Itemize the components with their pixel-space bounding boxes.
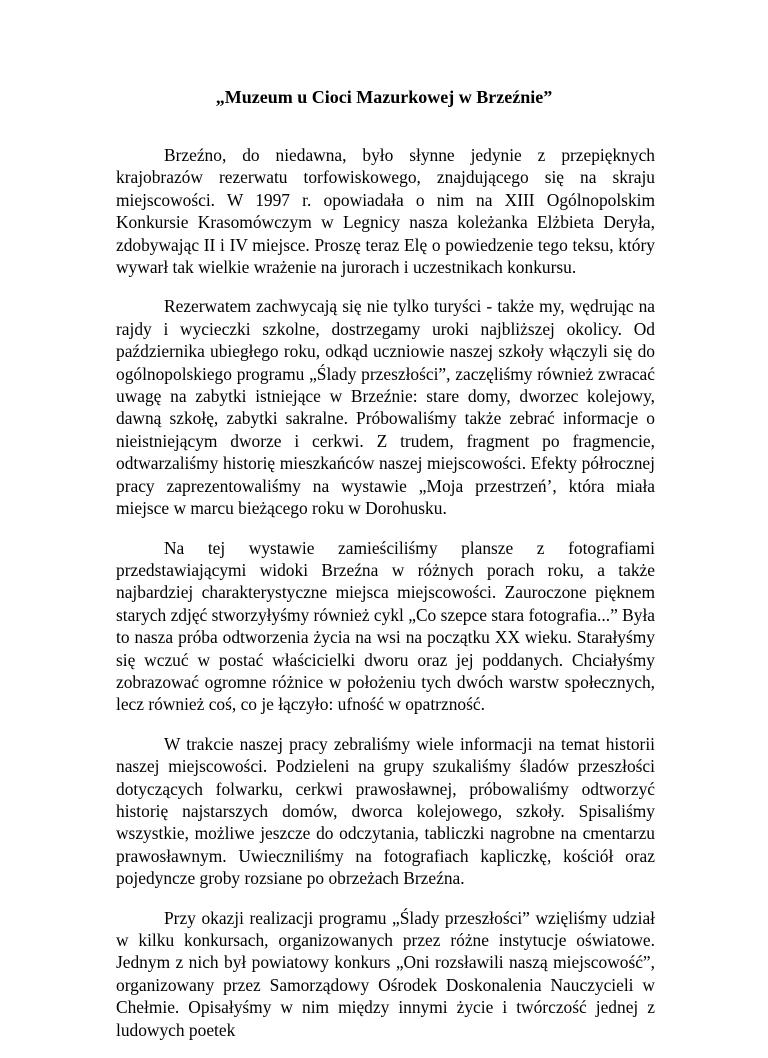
document-title: „Muzeum u Cioci Mazurkowej w Brzeźnie” (215, 87, 553, 107)
paragraph-2: Rezerwatem zachwycają się nie tylko turyści - także my, wędrując na rajdy i wycieczki szkolne, dostrzegamy uroki najbliższej okolicy. Od października ubiegłego roku, odkąd uczniowie naszej szkoły włączyli się do ogólnopolskiego programu „Ślady przeszłości”, zaczęliśmy również zwracać uwagę na zabytki istniejące w Brzeźnie: stare domy, dworzec kolejowy, dawną szkołę, zabytki sakralne. Próbowaliśmy także zebrać informacje o nieistniejącym dworze i cerkwi. Z trudem, fragment po fragmencie, odtwarzaliśmy historię mieszkańców naszej miejscowości. Efekty półrocznej pracy zaprezentowaliśmy na wystawie „Moja przestrzeń’, która miała miejsce w marcu bieżącego roku w Dorohusku. (116, 296, 655, 519)
paragraph-5: Przy okazji realizacji programu „Ślady przeszłości” wzięliśmy udział w kilku konkursach, organizowanych przez różne instytucje oświatowe. Jednym z nich był powiatowy konkurs „Oni rozsławili naszą miejscowość”, organizowany przez Samorządowy Ośrodek Doskonalenia Nauczycieli w Chełmie. Opisałyśmy w nim między innymi życie i twórczość jednej z ludowych poetek (116, 907, 655, 1040)
paragraph-4: W trakcie naszej pracy zebraliśmy wiele informacji na temat historii naszej miejscowości. Podzieleni na grupy szukaliśmy śladów przeszłości dotyczących folwarku, cerkwi prawosławnej, próbowaliśmy odtworzyć historię najstarszych domów, dworca kolejowego, szkoły. Spisaliśmy wszystkie, możliwe jeszcze do odczytania, tabliczki nagrobne na cmentarzu prawosławnym. Uwieczniliśmy na fotografiach kapliczkę, kościół oraz pojedyncze groby rozsiane po obrzeżach Brzeźna. (116, 733, 655, 889)
document-body (116, 144, 655, 1058)
paragraph-1: Brzeźno, do niedawna, było słynne jedynie z przepięknych krajobrazów rezerwatu torfowiskowego, znajdującego się na skraju miejscowości. W 1997 r. opowiadała o nim na XIII Ogólnopolskim Konkursie Krasomówczym w Legnicy nasza koleżanka Elżbieta Deryła, zdobywając II i IV miejsce. Proszę teraz Elę o powiedzenie tego teksu, który wywarł tak wielkie wrażenie na jurorach i uczestnikach konkursu. (116, 145, 655, 278)
paragraph-3: Na tej wystawie zamieściliśmy plansze z fotografiami przedstawiającymi widoki Brzeźna w różnych porach roku, a także najbardziej charakterystyczne miejsca miejscowości. Zauroczone pięknem starych zdjęć stworzyłyśmy również cykl „Co szepce stara fotografia...” Była to nasza próba odtworzenia życia na wsi na początku XX wieku. Starałyśmy się wczuć w postać właścicielki dworu oraz jej poddanych. Chciałyśmy zobrazować ogromne różnice w położeniu tych dwóch warstw społecznych, lecz również coś, co je łączyło: ufność w opatrzność. (116, 537, 655, 715)
